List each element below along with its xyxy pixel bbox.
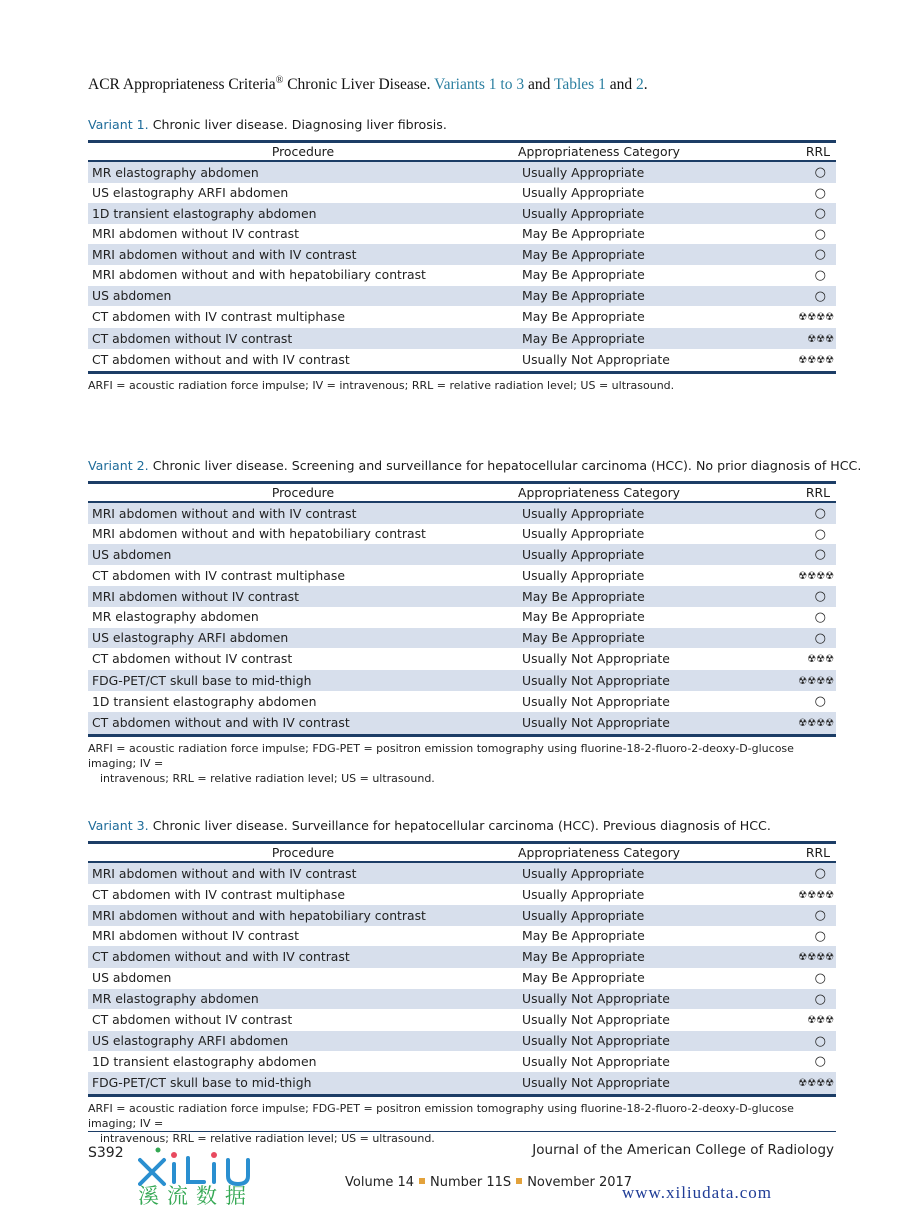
- intro-and: and: [605, 76, 636, 94]
- table-row: [88, 183, 836, 204]
- table-row: [88, 628, 836, 649]
- category-cell: Usually Not Appropriate: [522, 1033, 670, 1049]
- radiation-icon: ☢☢☢☢: [798, 570, 834, 582]
- rrl-cell: [748, 286, 836, 307]
- table-header-row: [88, 142, 836, 162]
- table-row: [88, 1031, 836, 1052]
- procedure-header: Procedure: [271, 485, 335, 500]
- rrl-cell: [748, 224, 836, 245]
- category-cell: May Be Appropriate: [522, 267, 645, 283]
- radiation-icon: ☢☢☢☢: [798, 717, 834, 729]
- category-cell: Usually Not Appropriate: [522, 352, 670, 368]
- rrl-none-icon: ○: [814, 267, 826, 283]
- rrl-none-icon: ○: [814, 206, 826, 222]
- table-header-row: [88, 483, 836, 503]
- procedure-header: Procedure: [271, 144, 335, 159]
- variant-title: [88, 117, 836, 132]
- category-cell: Usually Not Appropriate: [522, 714, 670, 730]
- rrl-cell: [748, 265, 836, 286]
- table-row: [88, 905, 836, 926]
- radiation-icon: ☢☢☢☢: [798, 1077, 834, 1089]
- rrl-cell: [748, 989, 836, 1010]
- procedure-cell: MRI abdomen without and with IV contrast: [92, 865, 357, 881]
- watermark-chinese-text: 溪流数据: [138, 1184, 254, 1208]
- intro-middle: Chronic Liver Disease.: [283, 76, 435, 94]
- category-cell: Usually Appropriate: [522, 546, 645, 562]
- table-footnote: [88, 741, 836, 786]
- rrl-none-icon: ○: [814, 165, 826, 180]
- volume-line: [345, 1175, 632, 1190]
- procedure-cell: CT abdomen without IV contrast: [92, 330, 293, 346]
- volume: Volume 14: [345, 1175, 415, 1190]
- appropriateness-table: [88, 140, 836, 374]
- rrl-cell: [748, 544, 836, 565]
- rrl-none-icon: ○: [814, 288, 826, 304]
- table-row: [88, 349, 836, 372]
- category-cell: May Be Appropriate: [522, 309, 645, 325]
- variant-title: [88, 818, 836, 833]
- table-row: [88, 884, 836, 906]
- category-cell: Usually Not Appropriate: [522, 1074, 670, 1090]
- intro-end: .: [643, 76, 648, 94]
- category-cell: Usually Appropriate: [522, 205, 645, 221]
- procedure-cell: CT abdomen without and with IV contrast: [92, 949, 350, 965]
- table-row: [88, 989, 836, 1010]
- table2-link[interactable]: 2: [635, 76, 644, 94]
- rrl-cell: [748, 905, 836, 926]
- rrl-none-icon: ○: [814, 694, 826, 710]
- variant-label: Variant 3.: [88, 818, 149, 833]
- rrl-none-icon: ○: [814, 247, 826, 263]
- procedure-cell: MRI abdomen without and with hepatobiliary contrast: [92, 526, 426, 542]
- rrl-none-icon: ○: [814, 1054, 826, 1070]
- variant-3-section: [88, 818, 836, 1146]
- procedure-cell: MRI abdomen without and with hepatobiliary contrast: [92, 267, 426, 283]
- intro-sentence: [88, 75, 848, 94]
- tables-link[interactable]: Tables 1: [553, 76, 606, 94]
- category-cell: Usually Not Appropriate: [522, 651, 670, 667]
- rrl-cell: [748, 1009, 836, 1031]
- table-header-row: [88, 843, 836, 863]
- variant-title: [88, 458, 862, 473]
- table-row: [88, 244, 836, 265]
- table-row: [88, 502, 836, 524]
- rrl-none-icon: ○: [814, 908, 826, 924]
- radiation-icon: ☢☢☢☢: [798, 312, 834, 324]
- category-header: Appropriateness Category: [518, 485, 681, 500]
- category-cell: May Be Appropriate: [522, 288, 645, 304]
- table-row: [88, 1051, 836, 1072]
- table-row: [88, 607, 836, 628]
- rrl-cell: [748, 862, 836, 884]
- procedure-cell: US elastography ARFI abdomen: [92, 185, 289, 201]
- variant-label: Variant 2.: [88, 458, 149, 473]
- table-row: [88, 712, 836, 735]
- intro-and: and: [524, 76, 554, 94]
- intro-prefix: ACR Appropriateness Criteria: [88, 76, 276, 94]
- table-row: [88, 328, 836, 350]
- category-header: Appropriateness Category: [518, 144, 681, 159]
- procedure-cell: MRI abdomen without and with hepatobiliary contrast: [92, 907, 426, 923]
- rrl-cell: [748, 946, 836, 968]
- watermark-url[interactable]: www.xiliudata.com: [622, 1183, 772, 1202]
- table-row: [88, 691, 836, 712]
- table-row: [88, 161, 836, 183]
- category-cell: May Be Appropriate: [522, 949, 645, 965]
- rrl-cell: [748, 607, 836, 628]
- table-row: [88, 544, 836, 565]
- category-cell: Usually Not Appropriate: [522, 991, 670, 1007]
- category-cell: Usually Appropriate: [522, 526, 645, 542]
- category-cell: Usually Appropriate: [522, 505, 645, 521]
- rrl-cell: [748, 1051, 836, 1072]
- category-cell: May Be Appropriate: [522, 226, 645, 242]
- category-cell: May Be Appropriate: [522, 928, 645, 944]
- rrl-cell: [748, 712, 836, 735]
- procedure-cell: US abdomen: [92, 546, 172, 562]
- radiation-icon: ☢☢☢☢: [798, 675, 834, 687]
- procedure-cell: MR elastography abdomen: [92, 164, 259, 180]
- rrl-cell: [748, 926, 836, 947]
- procedure-cell: MRI abdomen without IV contrast: [92, 226, 299, 242]
- rrl-none-icon: ○: [814, 506, 826, 521]
- category-cell: May Be Appropriate: [522, 330, 645, 346]
- category-cell: Usually Appropriate: [522, 567, 645, 583]
- procedure-header: Procedure: [271, 845, 335, 860]
- variant-2-section: [88, 458, 862, 786]
- procedure-cell: MRI abdomen without and with IV contrast: [92, 505, 357, 521]
- procedure-cell: FDG-PET/CT skull base to mid-thigh: [92, 672, 312, 688]
- table-row: [88, 306, 836, 328]
- radiation-icon: ☢☢☢☢: [798, 952, 834, 964]
- procedure-cell: MR elastography abdomen: [92, 991, 259, 1007]
- category-cell: May Be Appropriate: [522, 970, 645, 986]
- variant-label: Variant 1.: [88, 117, 149, 132]
- footnote-line: intravenous; RRL = relative radiation level; US = ultrasound.: [100, 771, 435, 785]
- variant-description: Chronic liver disease. Diagnosing liver fibrosis.: [148, 117, 447, 132]
- separator-square-icon: [516, 1178, 522, 1184]
- table-row: [88, 224, 836, 245]
- procedure-cell: FDG-PET/CT skull base to mid-thigh: [92, 1074, 312, 1090]
- category-cell: Usually Appropriate: [522, 907, 645, 923]
- category-cell: Usually Appropriate: [522, 164, 645, 180]
- table-row: [88, 203, 836, 224]
- footnote-line: ARFI = acoustic radiation force impulse; FDG-PET = positron emission tomography using fluorine-18-2-fluoro-2-deoxy-D-glucose imaging; IV =: [88, 741, 794, 770]
- procedure-cell: 1D transient elastography abdomen: [92, 1053, 317, 1069]
- rrl-cell: [748, 183, 836, 204]
- rrl-cell: [748, 328, 836, 350]
- category-cell: Usually Not Appropriate: [522, 672, 670, 688]
- table-row: [88, 265, 836, 286]
- radiation-icon: ☢☢☢☢: [798, 889, 834, 901]
- radiation-icon: ☢☢☢: [807, 654, 834, 666]
- rrl-none-icon: ○: [814, 866, 826, 881]
- variant-description: Chronic liver disease. Surveillance for hepatocellular carcinoma (HCC). Previous diagnosis of HCC.: [148, 818, 771, 833]
- radiation-icon: ☢☢☢☢: [798, 355, 834, 367]
- footnote-line: intravenous; RRL = relative radiation level; US = ultrasound.: [100, 1131, 435, 1145]
- rrl-cell: [748, 628, 836, 649]
- variant-description: Chronic liver disease. Screening and surveillance for hepatocellular carcinoma (HCC). No prior diagnosis of HCC.: [148, 458, 862, 473]
- procedure-cell: CT abdomen without IV contrast: [92, 651, 293, 667]
- table-row: [88, 648, 836, 670]
- procedure-cell: US elastography ARFI abdomen: [92, 630, 289, 646]
- appropriateness-table: [88, 841, 836, 1097]
- procedure-cell: CT abdomen without and with IV contrast: [92, 352, 350, 368]
- table-row: [88, 524, 836, 545]
- variants-link[interactable]: Variants 1 to 3: [434, 76, 525, 94]
- rrl-none-icon: ○: [814, 1033, 826, 1049]
- footnote-line: ARFI = acoustic radiation force impulse; FDG-PET = positron emission tomography using fluorine-18-2-fluoro-2-deoxy-D-glucose imaging; IV =: [88, 1101, 794, 1130]
- procedure-cell: 1D transient elastography abdomen: [92, 693, 317, 709]
- table-row: [88, 286, 836, 307]
- procedure-cell: MRI abdomen without IV contrast: [92, 928, 299, 944]
- procedure-cell: US elastography ARFI abdomen: [92, 1033, 289, 1049]
- category-cell: Usually Appropriate: [522, 865, 645, 881]
- rrl-none-icon: ○: [814, 928, 826, 944]
- rrl-cell: [748, 1031, 836, 1052]
- rrl-header: RRL: [805, 485, 830, 500]
- category-cell: Usually Appropriate: [522, 886, 645, 902]
- procedure-cell: CT abdomen with IV contrast multiphase: [92, 886, 345, 902]
- rrl-cell: [748, 1072, 836, 1095]
- procedure-cell: US abdomen: [92, 288, 172, 304]
- radiation-icon: ☢☢☢: [807, 1015, 834, 1027]
- rrl-cell: [748, 691, 836, 712]
- table-row: [88, 926, 836, 947]
- rrl-none-icon: ○: [814, 185, 826, 201]
- rrl-cell: [748, 306, 836, 328]
- procedure-cell: MRI abdomen without IV contrast: [92, 588, 299, 604]
- rrl-none-icon: ○: [814, 526, 826, 542]
- table-row: [88, 968, 836, 989]
- category-cell: May Be Appropriate: [522, 630, 645, 646]
- procedure-cell: CT abdomen with IV contrast multiphase: [92, 309, 345, 325]
- procedure-cell: 1D transient elastography abdomen: [92, 205, 317, 221]
- rrl-cell: [748, 586, 836, 607]
- rrl-none-icon: ○: [814, 226, 826, 242]
- rrl-cell: [748, 244, 836, 265]
- journal-name: Journal of the American College of Radiology: [532, 1142, 834, 1158]
- page-number: S392: [88, 1145, 124, 1161]
- procedure-cell: MR elastography abdomen: [92, 609, 259, 625]
- rrl-cell: [748, 502, 836, 524]
- footer-rule: [88, 1131, 836, 1132]
- appropriateness-table: [88, 481, 836, 737]
- table-row: [88, 862, 836, 884]
- procedure-cell: US abdomen: [92, 970, 172, 986]
- table-row: [88, 1009, 836, 1031]
- table-row: [88, 670, 836, 692]
- rrl-cell: [748, 670, 836, 692]
- rrl-cell: [748, 349, 836, 372]
- table-row: [88, 565, 836, 587]
- registered-mark: ®: [275, 75, 284, 86]
- rrl-none-icon: ○: [814, 609, 826, 625]
- radiation-icon: ☢☢☢: [807, 333, 834, 345]
- table-row: [88, 946, 836, 968]
- procedure-cell: CT abdomen with IV contrast multiphase: [92, 567, 345, 583]
- table-row: [88, 586, 836, 607]
- issue-number: Number 11S: [430, 1175, 512, 1190]
- table-footnote: [88, 378, 836, 393]
- category-cell: Usually Not Appropriate: [522, 693, 670, 709]
- rrl-cell: [748, 565, 836, 587]
- category-cell: Usually Not Appropriate: [522, 1053, 670, 1069]
- rrl-cell: [748, 968, 836, 989]
- procedure-cell: MRI abdomen without and with IV contrast: [92, 246, 357, 262]
- rrl-header: RRL: [805, 144, 830, 159]
- rrl-cell: [748, 161, 836, 183]
- procedure-cell: CT abdomen without and with IV contrast: [92, 714, 350, 730]
- separator-square-icon: [419, 1178, 425, 1184]
- rrl-none-icon: ○: [814, 970, 826, 986]
- rrl-none-icon: ○: [814, 547, 826, 563]
- issue-date: November 2017: [527, 1175, 633, 1190]
- rrl-none-icon: ○: [814, 589, 826, 605]
- category-cell: May Be Appropriate: [522, 246, 645, 262]
- category-cell: May Be Appropriate: [522, 588, 645, 604]
- rrl-header: RRL: [805, 845, 830, 860]
- footnote-line: ARFI = acoustic radiation force impulse; IV = intravenous; RRL = relative radiation level; US = ultrasound.: [88, 378, 675, 392]
- table-footnote: [88, 1101, 836, 1146]
- category-header: Appropriateness Category: [518, 845, 681, 860]
- rrl-none-icon: ○: [814, 630, 826, 646]
- category-cell: May Be Appropriate: [522, 609, 645, 625]
- category-cell: Usually Appropriate: [522, 185, 645, 201]
- table-row: [88, 1072, 836, 1095]
- procedure-cell: CT abdomen without IV contrast: [92, 1012, 293, 1028]
- rrl-cell: [748, 524, 836, 545]
- variant-1-section: [88, 117, 836, 393]
- rrl-none-icon: ○: [814, 991, 826, 1007]
- rrl-cell: [748, 203, 836, 224]
- category-cell: Usually Not Appropriate: [522, 1012, 670, 1028]
- rrl-cell: [748, 648, 836, 670]
- rrl-cell: [748, 884, 836, 906]
